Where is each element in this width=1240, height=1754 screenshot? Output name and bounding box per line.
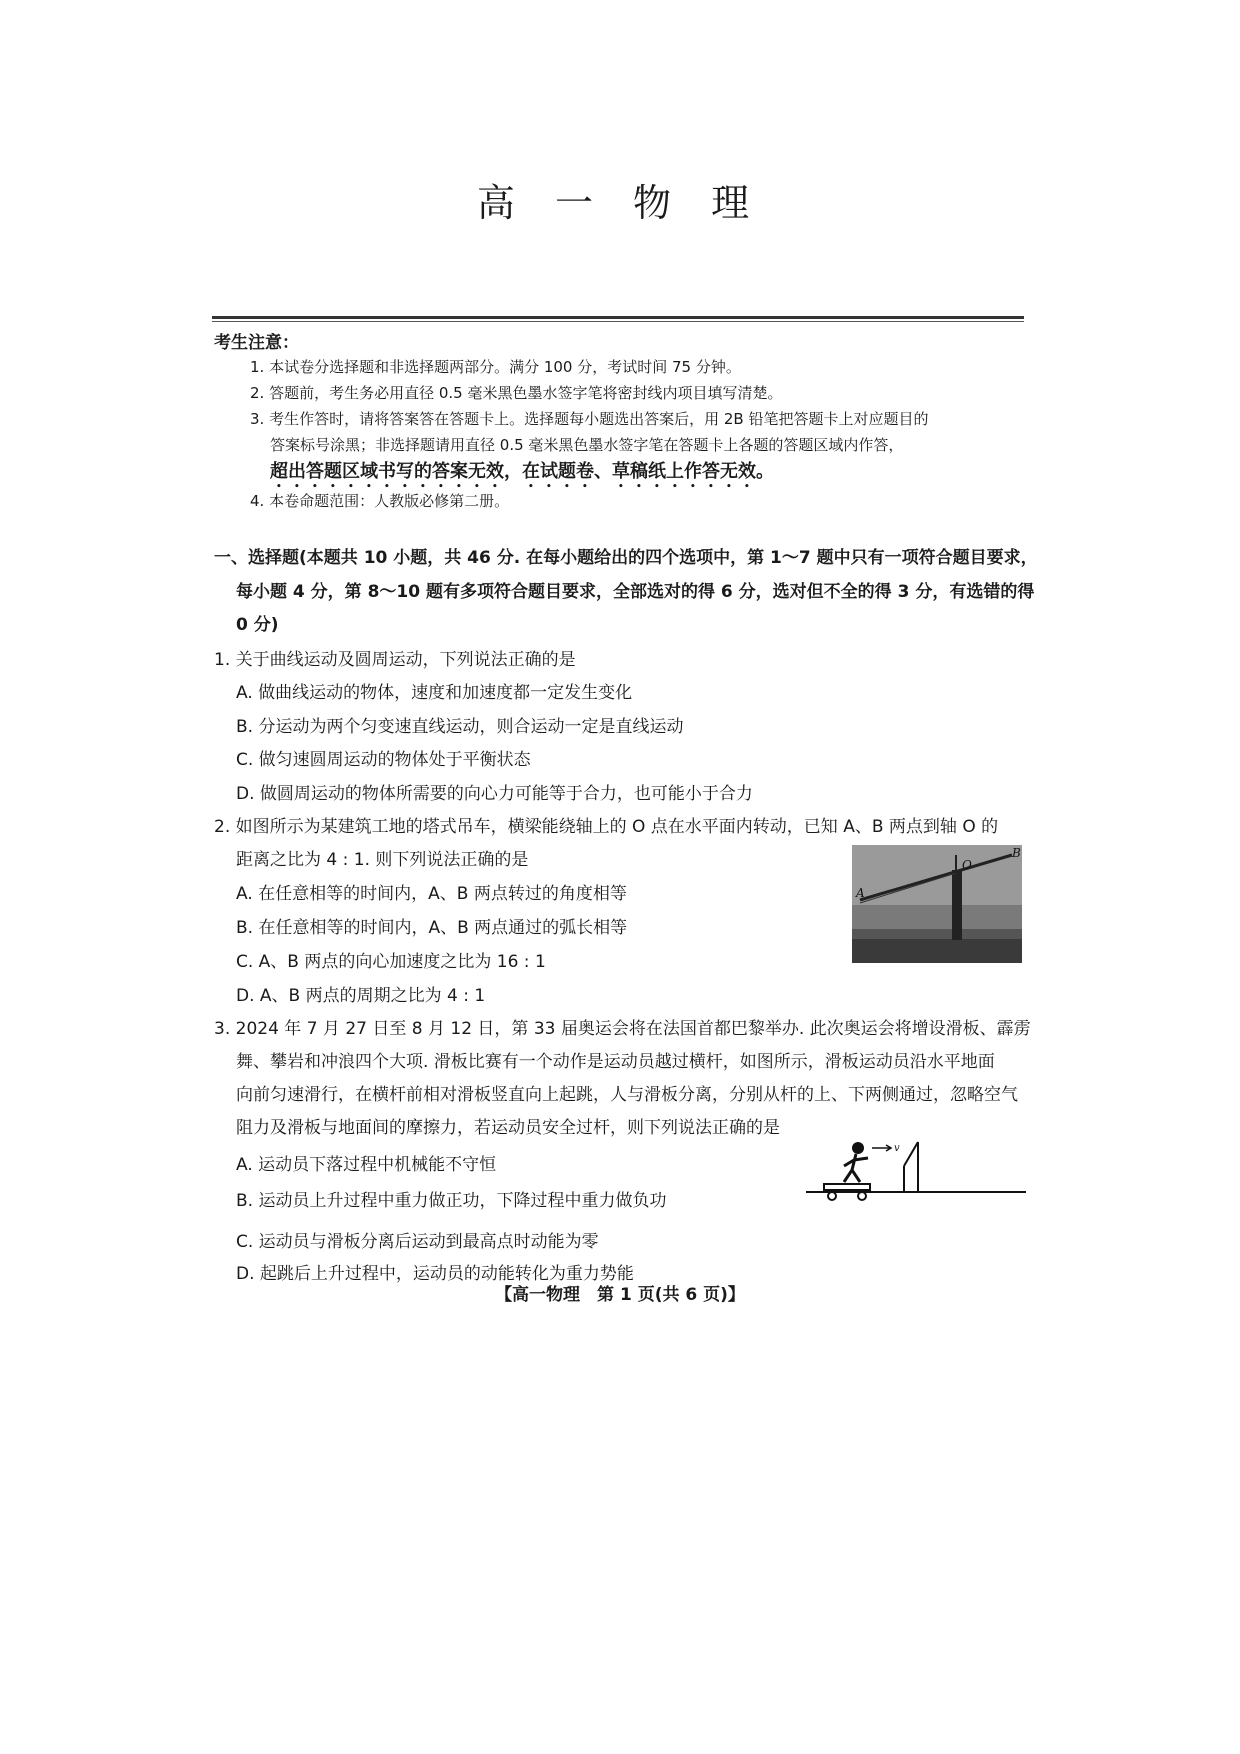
question-option: C. 运动员与滑板分离后运动到最高点时动能为零 (236, 1232, 599, 1252)
section-heading-line: 每小题 4 分，第 8～10 题有多项符合题目要求，全部选对的得 6 分，选对但不全的得 3 分，有选错的得 (236, 582, 1035, 602)
question-option: A. 做曲线运动的物体，速度和加速度都一定发生变化 (236, 683, 633, 703)
page-footer: 【高一物理 第 1 页(共 6 页)】 (495, 1285, 745, 1305)
notice-item: 答案标号涂黑；非选择题请用直径 0.5 毫米黑色墨水签字笔在答题卡上各题的答题区域内作答， (270, 436, 904, 454)
page-title: 高 一 物 理 (476, 181, 764, 225)
label-o: O (962, 858, 972, 872)
notice-item: 3. 考生作答时，请将答案答在答题卡上。选择题每小题选出答案后，用 2B 铅笔把答题卡上对应题目的 (250, 410, 929, 428)
question-option: B. 运动员上升过程中重力做正功，下降过程中重力做负功 (236, 1191, 667, 1211)
wheel (858, 1192, 866, 1200)
section-heading-line: 0 分) (236, 615, 279, 635)
notice-item: 2. 答题前，考生务必用直径 0.5 毫米黑色墨水签字笔将密封线内项目填写清楚。 (250, 384, 783, 402)
question-option: A. 运动员下落过程中机械能不守恒 (236, 1155, 497, 1175)
divider-thick (212, 316, 1024, 319)
question-option: C. 做匀速圆周运动的物体处于平衡状态 (236, 750, 531, 770)
question-stem: 3. 2024 年 7 月 27 日至 8 月 12 日，第 33 届奥运会将在法国首都巴黎举办. 此次奥运会将增设滑板、霹雳 (214, 1019, 1031, 1039)
wheel (828, 1192, 836, 1200)
question-option: D. 起跳后上升过程中，运动员的动能转化为重力势能 (236, 1264, 634, 1284)
question-option: A. 在任意相等的时间内，A、B 两点转过的角度相等 (236, 884, 627, 904)
notice-item: 4. 本卷命题范围：人教版必修第二册。 (250, 492, 510, 510)
photo-ground (852, 937, 1022, 963)
question-option: D. A、B 两点的周期之比为 4 : 1 (236, 986, 486, 1006)
skateboard (824, 1184, 870, 1190)
athlete-head (852, 1142, 864, 1154)
question-option: C. A、B 两点的向心加速度之比为 16 : 1 (236, 952, 546, 972)
question-option: B. 在任意相等的时间内，A、B 两点通过的弧长相等 (236, 918, 628, 938)
notice-item: 1. 本试卷分选择题和非选择题两部分。满分 100 分，考试时间 75 分钟。 (250, 358, 741, 376)
question-option: B. 分运动为两个匀变速直线运动，则合运动一定是直线运动 (236, 717, 684, 737)
question-stem: 1. 关于曲线运动及圆周运动，下列说法正确的是 (214, 650, 576, 670)
label-b: B (1012, 846, 1021, 860)
question-stem-line: 距离之比为 4 : 1. 则下列说法正确的是 (236, 850, 529, 870)
crossbar (904, 1142, 918, 1166)
question-stem: 2. 如图所示为某建筑工地的塔式吊车，横梁能绕轴上的 O 点在水平面内转动，已知 A、B 两点到轴 O 的 (214, 817, 999, 837)
skateboard-figure (806, 1138, 1026, 1216)
section-heading: 一、选择题(本题共 10 小题，共 46 分. 在每小题给出的四个选项中，第 1～7 题中只有一项符合题目要求， (214, 548, 1038, 568)
tower-crane-figure (852, 845, 1022, 963)
question-stem-line: 舞、攀岩和冲浪四个大项. 滑板比赛有一个动作是运动员越过横杆，如图所示，滑板运动员沿水平地面 (236, 1052, 995, 1072)
question-stem-line: 阻力及滑板与地面间的摩擦力，若运动员安全过杆，则下列说法正确的是 (236, 1118, 780, 1138)
notice-item-emphasis: 超出答题区域书写的答案无效，在试题卷、草稿纸上作答无效。 (270, 461, 774, 482)
question-option: D. 做圆周运动的物体所需要的向心力可能等于合力，也可能小于合力 (236, 784, 753, 804)
divider-thin (212, 321, 1024, 322)
building-block (852, 929, 1022, 939)
label-a: A (856, 886, 865, 900)
question-stem-line: 向前匀速滑行，在横杆前相对滑板竖直向上起跳，人与滑板分离，分别从杆的上、下两侧通过，忽略空气 (236, 1085, 1018, 1105)
athlete-body (844, 1154, 868, 1182)
crane-tower (952, 870, 962, 940)
label-v: v (894, 1143, 900, 1154)
notice-heading: 考生注意： (214, 333, 299, 353)
